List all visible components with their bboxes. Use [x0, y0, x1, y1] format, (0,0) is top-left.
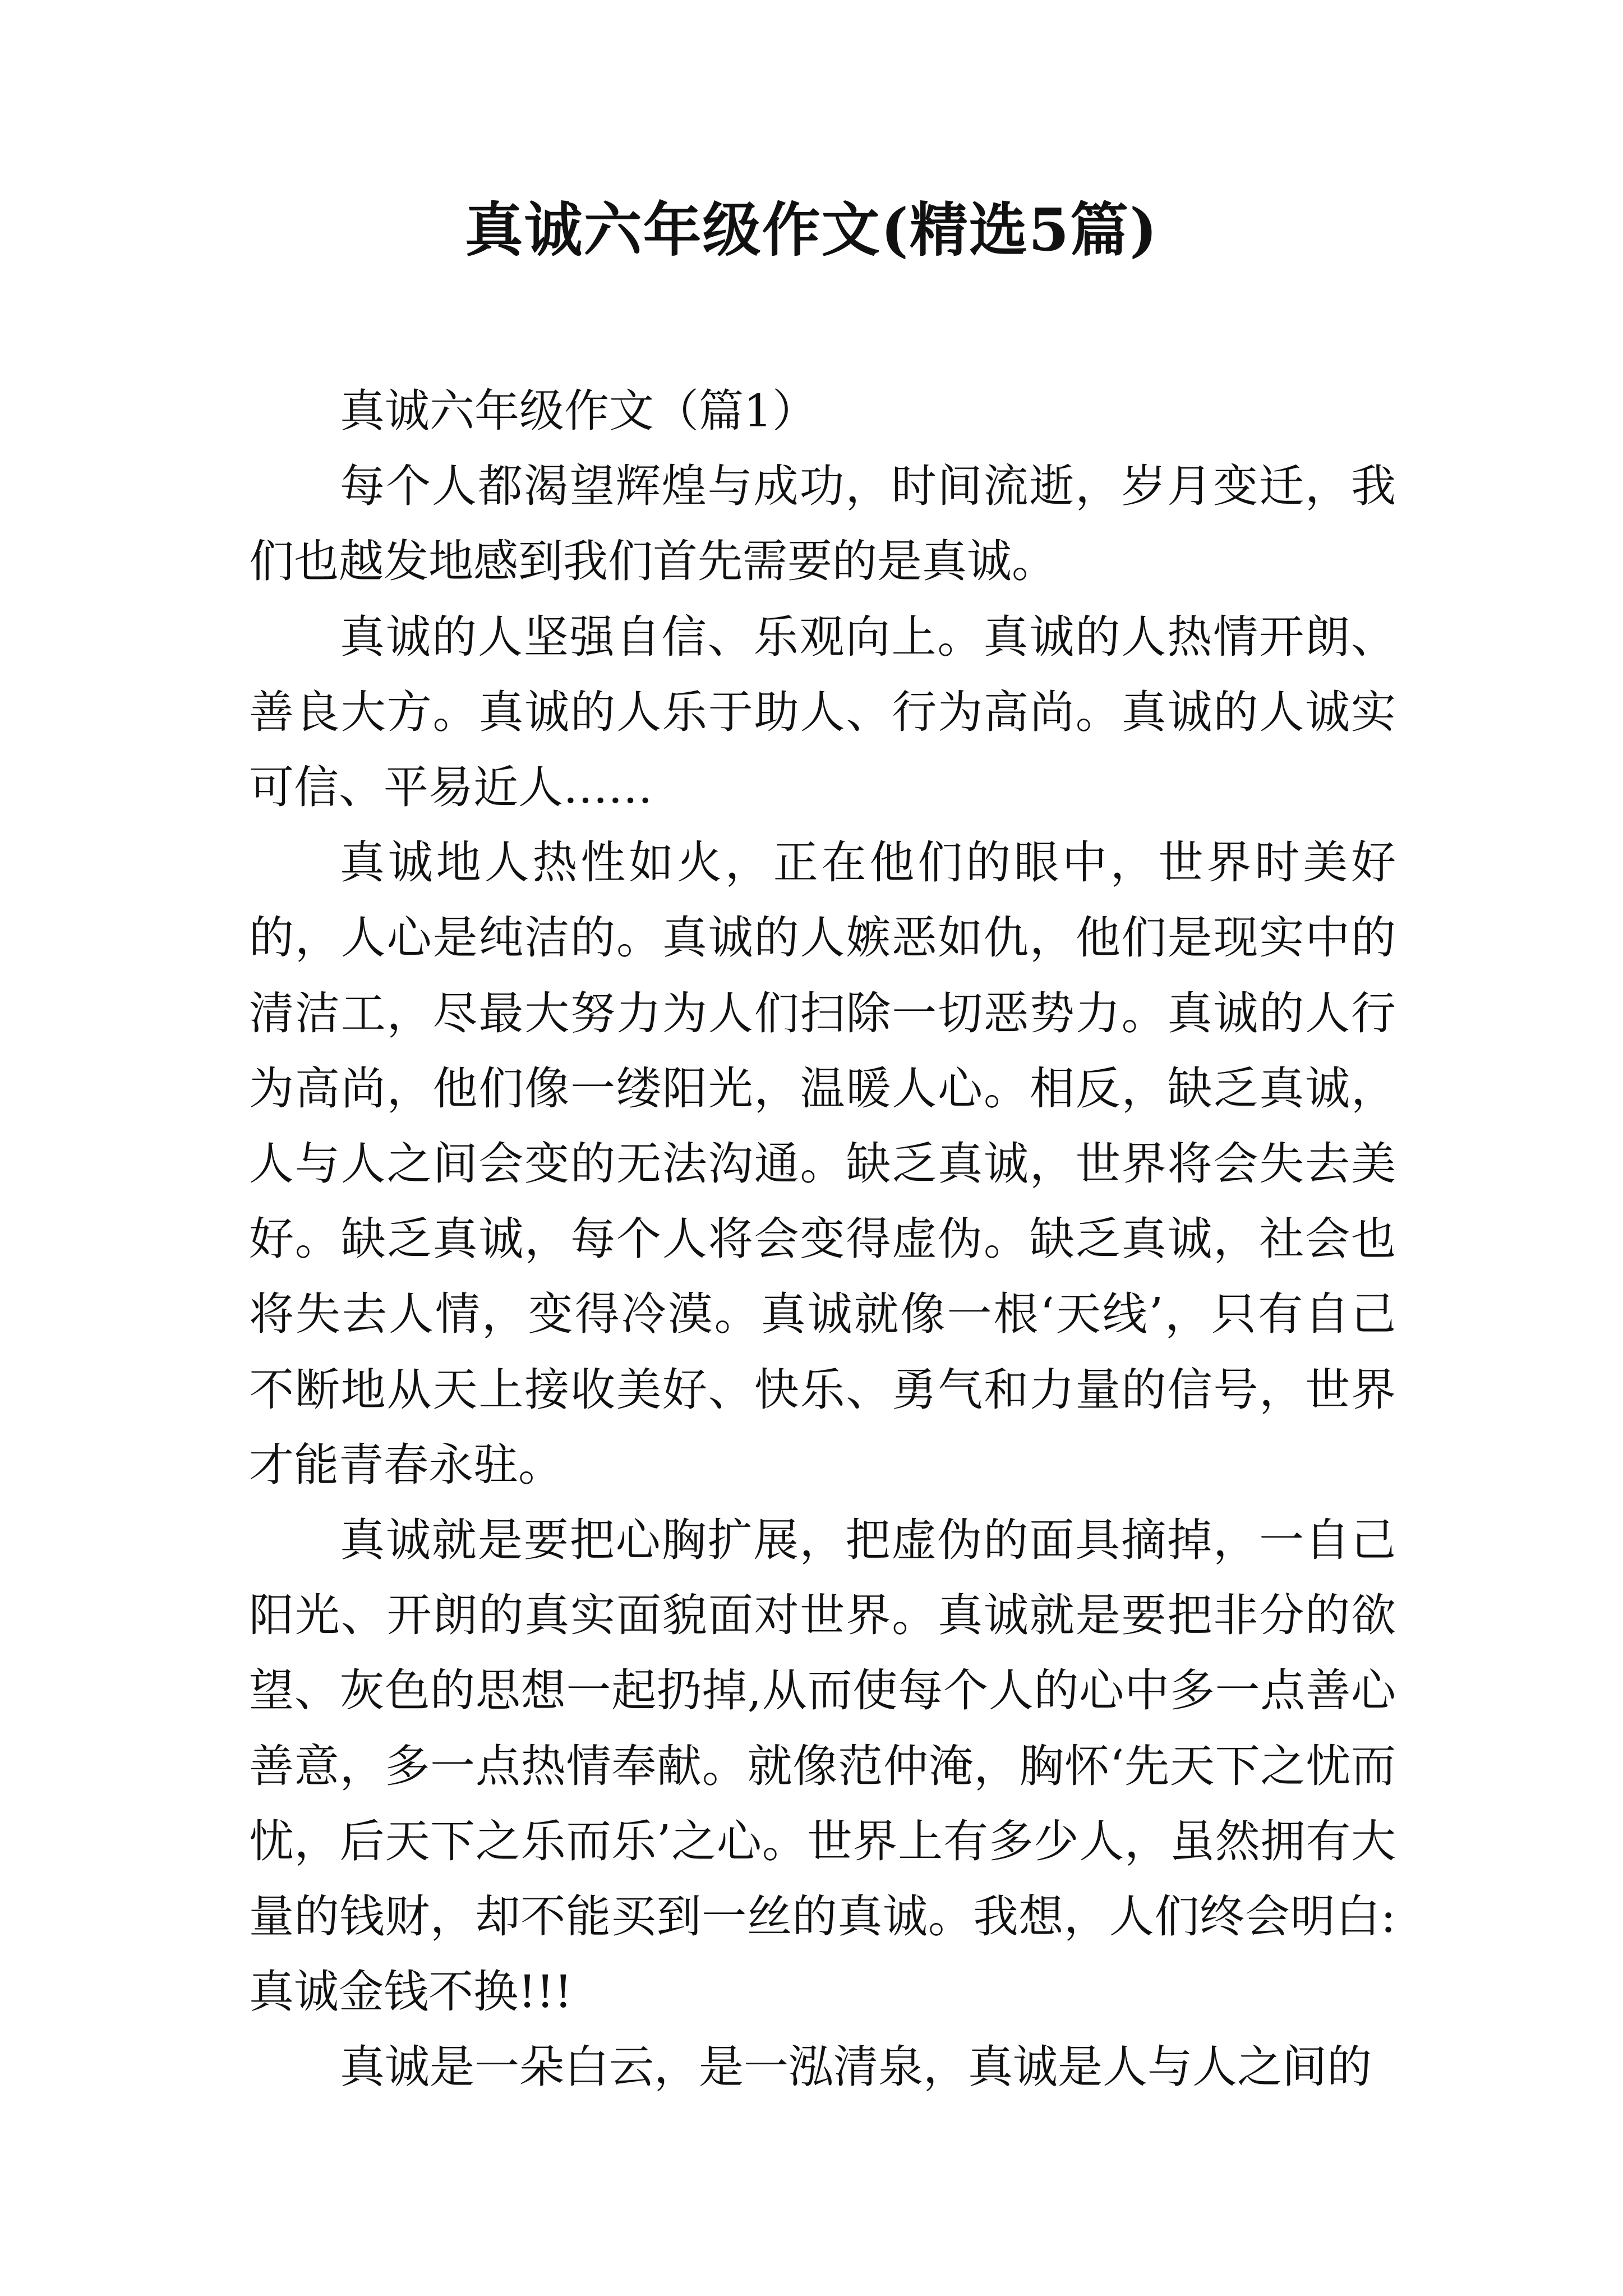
paragraph: 真诚地人热性如火，正在他们的眼中，世界时美好的，人心是纯洁的。真诚的人嫉恶如仇，他们是现实中的清洁工，尽最大努力为人们扫除一切恶势力。真诚的人行为高尚，他们像一缕阳光，温暖人心。相反，缺乏真诚，人与人之间会变的无法沟通。缺乏真诚，世界将会失去美好。缺乏真诚，每个人将会变得虚伪。缺乏真诚，社会也将失去人情，变得冷漠。真诚就像一根‘天线’，只有自己不断地从天上接收美好、快乐、勇气和力量的信号，世界才能青春永驻。 [249, 836, 1396, 1491]
document-title: 真诚六年级作文(精选5篇) [464, 195, 1159, 264]
section-heading: 真诚六年级作文（篇1） [340, 385, 817, 437]
document-body [249, 374, 1396, 2105]
paragraph: 真诚就是要把心胸扩展，把虚伪的面具摘掉，一自己阳光、开朗的真实面貌面对世界。真诚就是要把非分的欲望、灰色的思想一起扔掉,从而使每个人的心中多一点善心善意，多一点热情奉献。就像范仲淹，胸怀‘先天下之忧而忧，后天下之乐而乐’之心。世界上有多少人，虽然拥有大量的钱财，却不能买到一丝的真诚。我想，人们终会明白:真诚金钱不换!!! [249, 1514, 1396, 2018]
paragraph: 真诚是一朵白云，是一泓清泉，真诚是人与人之间的 [340, 2041, 1372, 2093]
paragraph: 每个人都渴望辉煌与成功，时间流逝，岁月变迁，我们也越发地感到我们首先需要的是真诚。 [249, 460, 1396, 588]
paragraph: 真诚的人坚强自信、乐观向上。真诚的人热情开朗、善良大方。真诚的人乐于助人、行为高尚。真诚的人诚实可信、平易近人…… [249, 610, 1396, 814]
